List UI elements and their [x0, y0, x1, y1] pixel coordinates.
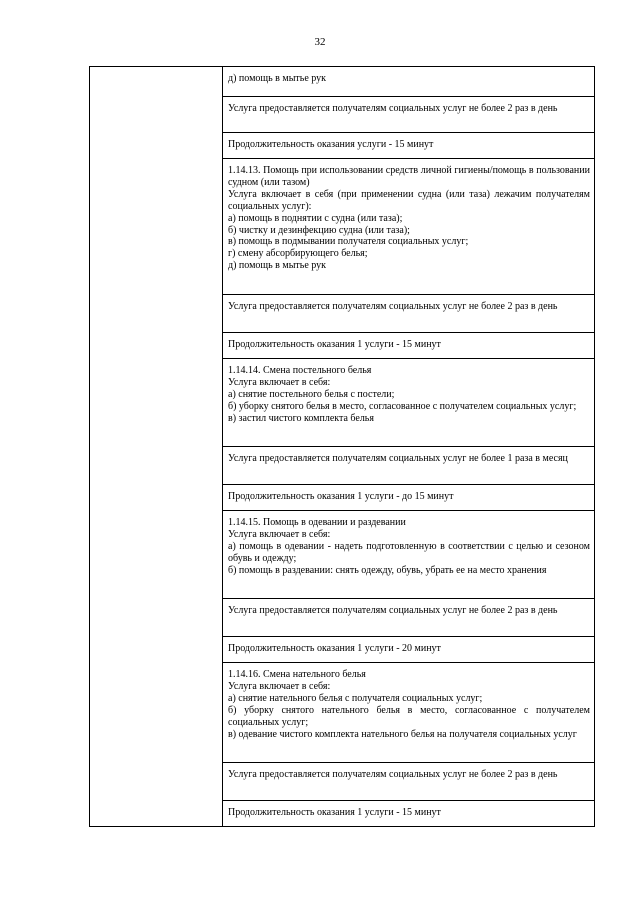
- text-line: Продолжительность оказания 1 услуги - 15 минут: [228, 807, 441, 818]
- service-description-cell: [223, 67, 595, 97]
- text-line: г) смену абсорбирующего белья;: [228, 248, 368, 260]
- service-description-cell: [223, 637, 595, 663]
- cell-text: [223, 133, 594, 157]
- text-line: 1.14.14. Смена постельного белья: [228, 365, 372, 376]
- service-description-cell: [223, 763, 595, 801]
- service-description-cell: [223, 801, 595, 827]
- service-description-cell: [223, 511, 595, 599]
- cell-text: [223, 511, 594, 583]
- cell-text: [223, 97, 594, 121]
- text-line: а) снятие постельного белья с постели;: [228, 388, 395, 400]
- service-description-cell: [223, 133, 595, 159]
- text-line: Услуга предоставляется получателям социальных услуг не более 2 раз в день: [228, 103, 558, 114]
- text-line: Услуга включает в себя (при применении судна (или таза) лежачим получателям социальных услуг):: [228, 188, 590, 212]
- cell-text: [223, 763, 594, 787]
- service-description-cell: [223, 599, 595, 637]
- text-line: б) помощь в раздевании: снять одежду, обувь, убрать ее на место хранения: [228, 564, 547, 576]
- text-line: Услуга предоставляется получателям социальных услуг не более 2 раз в день: [228, 605, 558, 616]
- cell-text: [223, 333, 594, 357]
- text-line: Продолжительность оказания 1 услуги - 20 минут: [228, 643, 441, 654]
- text-line: в) помощь в подмывании получателя социальных услуг;: [228, 236, 469, 248]
- text-line: Услуга включает в себя:: [228, 528, 331, 540]
- cell-text: [223, 637, 594, 661]
- cell-text: [223, 485, 594, 509]
- text-line: 1.14.16. Смена нательного белья: [228, 669, 366, 680]
- services-table: [89, 66, 595, 827]
- left-column-cell: [90, 67, 223, 827]
- text-line: а) снятие нательного белья с получателя социальных услуг;: [228, 692, 483, 704]
- cell-text: [223, 663, 594, 746]
- text-line: Услуга включает в себя:: [228, 376, 331, 388]
- text-line: а) помощь в одевании - надеть подготовленную в соответствии с целью и сезоном обувь и одежду;: [228, 540, 590, 564]
- service-description-cell: [223, 359, 595, 447]
- cell-text: [223, 801, 594, 825]
- text-line: д) помощь в мытье рук: [228, 260, 327, 272]
- text-line: Услуга предоставляется получателям социальных услуг не более 2 раз в день: [228, 769, 558, 780]
- text-line: в) застил чистого комплекта белья: [228, 412, 374, 424]
- text-line: а) помощь в поднятии с судна (или таза);: [228, 212, 403, 224]
- text-line: Услуга предоставляется получателям социальных услуг не более 2 раз в день: [228, 301, 558, 312]
- service-description-cell: [223, 295, 595, 333]
- text-line: Продолжительность оказания услуги - 15 минут: [228, 139, 434, 150]
- cell-text: [223, 599, 594, 623]
- cell-text: [223, 359, 594, 431]
- text-line: 1.14.15. Помощь в одевании и раздевании: [228, 517, 406, 528]
- service-description-cell: [223, 159, 595, 295]
- text-line: б) чистку и дезинфекцию судна (или таза);: [228, 224, 410, 236]
- text-line: в) одевание чистого комплекта нательного белья на получателя социальных услуг: [228, 728, 577, 740]
- text-line: 1.14.13. Помощь при использовании средств личной гигиены/помощь в пользовании судном (или тазом): [228, 165, 590, 188]
- service-description-cell: [223, 447, 595, 485]
- text-line: Услуга включает в себя:: [228, 680, 331, 692]
- services-table-body: [90, 67, 595, 827]
- service-description-cell: [223, 485, 595, 511]
- page-number: 32: [314, 36, 326, 48]
- service-description-cell: [223, 333, 595, 359]
- table-row: [90, 67, 595, 97]
- text-line: Продолжительность оказания 1 услуги - 15 минут: [228, 339, 441, 350]
- text-line: б) уборку снятого белья в место, согласованное с получателем социальных услуг;: [228, 400, 577, 412]
- text-line: б) уборку снятого нательного белья в место, согласованное с получателем социальных услуг;: [228, 704, 590, 728]
- cell-text: [223, 447, 594, 471]
- text-line: Продолжительность оказания 1 услуги - до 15 минут: [228, 491, 454, 502]
- text-line: Услуга предоставляется получателям социальных услуг не более 1 раза в месяц: [228, 453, 568, 464]
- service-description-cell: [223, 97, 595, 133]
- text-line: д) помощь в мытье рук: [228, 73, 327, 84]
- service-description-cell: [223, 663, 595, 763]
- cell-text: [223, 67, 594, 91]
- cell-text: [223, 159, 594, 278]
- cell-text: [223, 295, 594, 319]
